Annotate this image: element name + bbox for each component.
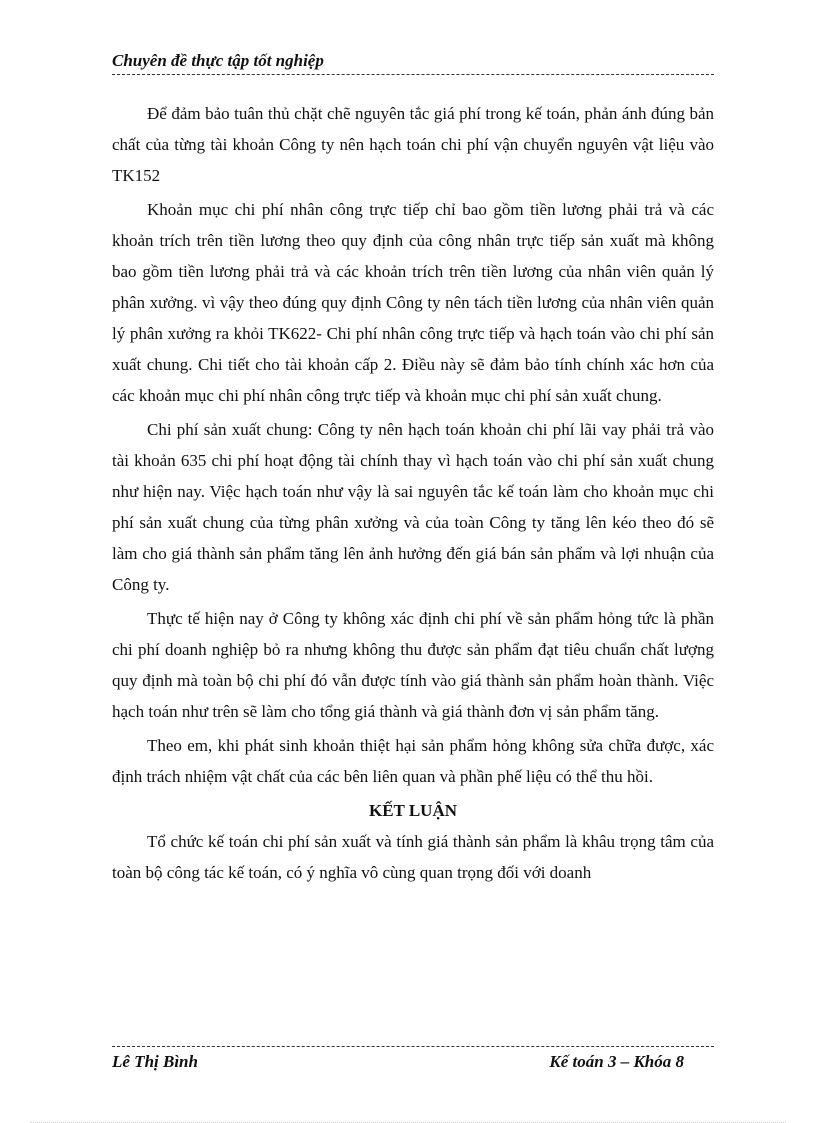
paragraph-recommendation: Theo em, khi phát sinh khoản thiệt hại sản phẩm hỏng không sửa chữa được, xác định trách nhiệm vật chất của các bên liên quan và phần phế liệu có thể thu hồi. xyxy=(112,736,714,786)
paragraph-direct-labor: Khoản mục chi phí nhân công trực tiếp chỉ bao gồm tiền lương phải trả và các khoản trích trên tiền lương theo quy định của công nhân trực tiếp sản xuất mà không bao gồm tiền lương phải trả và các khoản trích trên tiền lương của nhân viên quản lý phân xưởng. vì vậy theo đúng quy định Công ty nên tách tiền lương của nhân viên quản lý phân xưởng ra khỏi TK622- Chi phí nhân công trực tiếp và hạch toán vào chi phí sản xuất chung. Chi tiết cho tài khoản cấp 2. Điều này sẽ đảm bảo tính chính xác hơn của các khoản mục chi phí nhân công trực tiếp và khoản mục chi phí sản xuất chung. xyxy=(112,200,714,405)
footer-author: Lê Thị Bình xyxy=(112,1052,198,1071)
page-body xyxy=(112,98,714,891)
paragraph-overhead: Chi phí sản xuất chung: Công ty nên hạch toán khoản chi phí lãi vay phải trả vào tài khoản 635 chi phí hoạt động tài chính thay vì hạch toán vào chi phí sản xuất chung như hiện nay. Việc hạch toán như vậy là sai nguyên tắc kế toán làm cho khoản mục chi phí sản xuất chung của từng phân xưởng và của toàn Công ty tăng lên kéo theo đó sẽ làm cho giá thành sản phẩm tăng lên ảnh hưởng đến giá bán sản phẩm và lợi nhuận của Công ty. xyxy=(112,420,714,594)
header-title: Chuyên đề thực tập tốt nghiệp xyxy=(112,51,324,70)
paragraph-transport-cost: Để đảm bảo tuân thủ chặt chẽ nguyên tắc giá phí trong kế toán, phản ánh đúng bản chất của từng tài khoản Công ty nên hạch toán chi phí vận chuyển nguyên vật liệu vào TK152 xyxy=(112,104,714,185)
page-header xyxy=(112,50,714,75)
page-footer xyxy=(112,1046,714,1073)
paragraph-defective-products: Thực tế hiện nay ở Công ty không xác định chi phí về sản phẩm hỏng tức là phần chi phí doanh nghiệp bỏ ra nhưng không thu được sản phẩm đạt tiêu chuẩn chất lượng quy định mà toàn bộ chi phí đó vẫn được tính vào giá thành sản phẩm hoàn thành. Việc hạch toán như trên sẽ làm cho tổng giá thành và giá thành đơn vị sản phẩm tăng. xyxy=(112,609,714,721)
conclusion-heading: KẾT LUẬN xyxy=(368,801,457,820)
footer-class: Kế toán 3 – Khóa 8 xyxy=(549,1052,684,1071)
header-divider xyxy=(112,74,714,75)
footer-divider xyxy=(112,1046,714,1047)
paragraph-conclusion: Tổ chức kế toán chi phí sản xuất và tính giá thành sản phẩm là khâu trọng tâm của toàn bộ công tác kế toán, có ý nghĩa vô cùng quan trọng đối với doanh xyxy=(112,832,714,882)
